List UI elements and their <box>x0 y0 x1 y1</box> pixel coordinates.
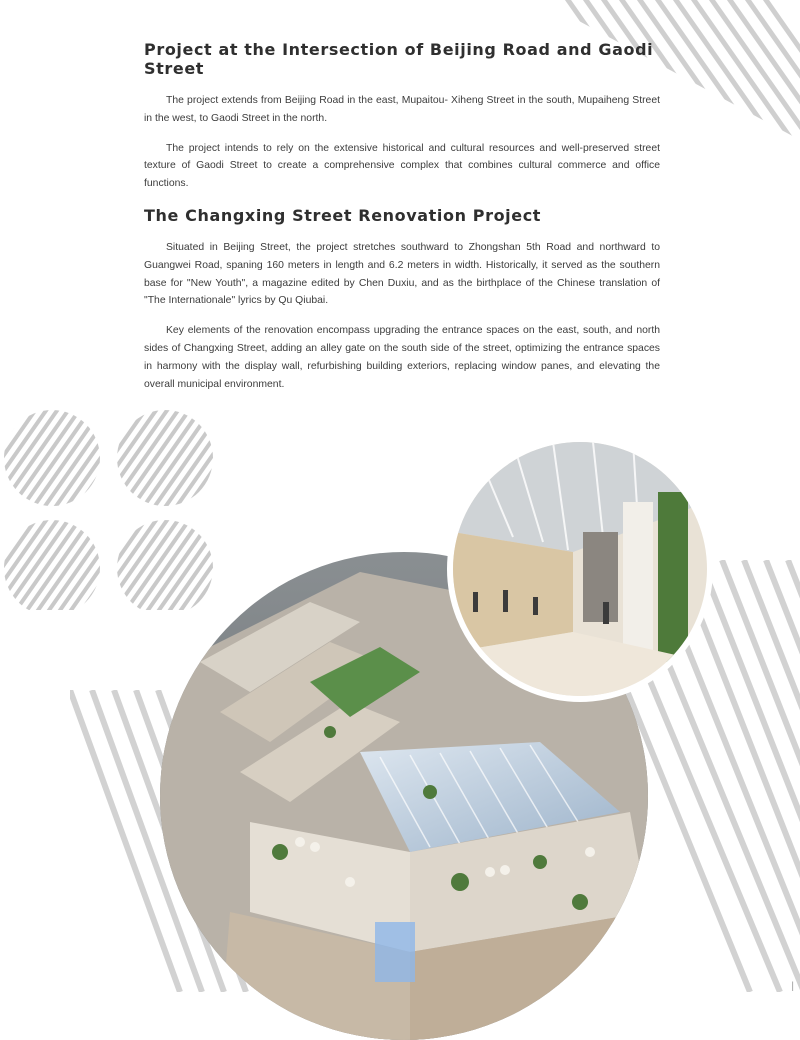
interior-rendering-image <box>447 436 713 702</box>
section-beijing-gaodi <box>144 40 660 205</box>
striped-circles-decoration <box>0 410 230 610</box>
section-paragraph: The project extends from Beijing Road in the east, Mupaitou- Xiheng Street in the south, Mupaiheng Street in the west, to Gaodi Street in the north. <box>144 95 660 124</box>
section-paragraph: Key elements of the renovation encompass upgrading the entrance spaces on the east, south, and north sides of Changxing Street, adding an alley gate on the south side of the street, optimizing the entrance spaces in harmony with the display wall, refurbishing building exteriors, replacing window panes, and elevating the overall municipal environment. <box>144 325 660 390</box>
page-mark: | <box>791 981 794 992</box>
section-paragraph: The project intends to rely on the extensive historical and cultural resources and well-preserved street texture of Gaodi Street to create a comprehensive complex that combines cultural commerce and office functions. <box>144 142 660 190</box>
section-changxing <box>144 206 660 405</box>
section-title: Project at the Intersection of Beijing Road and Gaodi Street <box>144 40 654 78</box>
section-paragraph: Situated in Beijing Street, the project stretches southward to Zhongshan 5th Road and northward to Guangwei Road, spaning 160 meters in length and 6.2 meters in width. Historically, it served as the southern base for "New Youth", a magazine edited by Chen Duxiu, and as the birthplace of the Chinese translation of "The Internationale" lyrics by Qu Qiubai. <box>144 242 660 307</box>
section-title: The Changxing Street Renovation Project <box>144 206 542 225</box>
